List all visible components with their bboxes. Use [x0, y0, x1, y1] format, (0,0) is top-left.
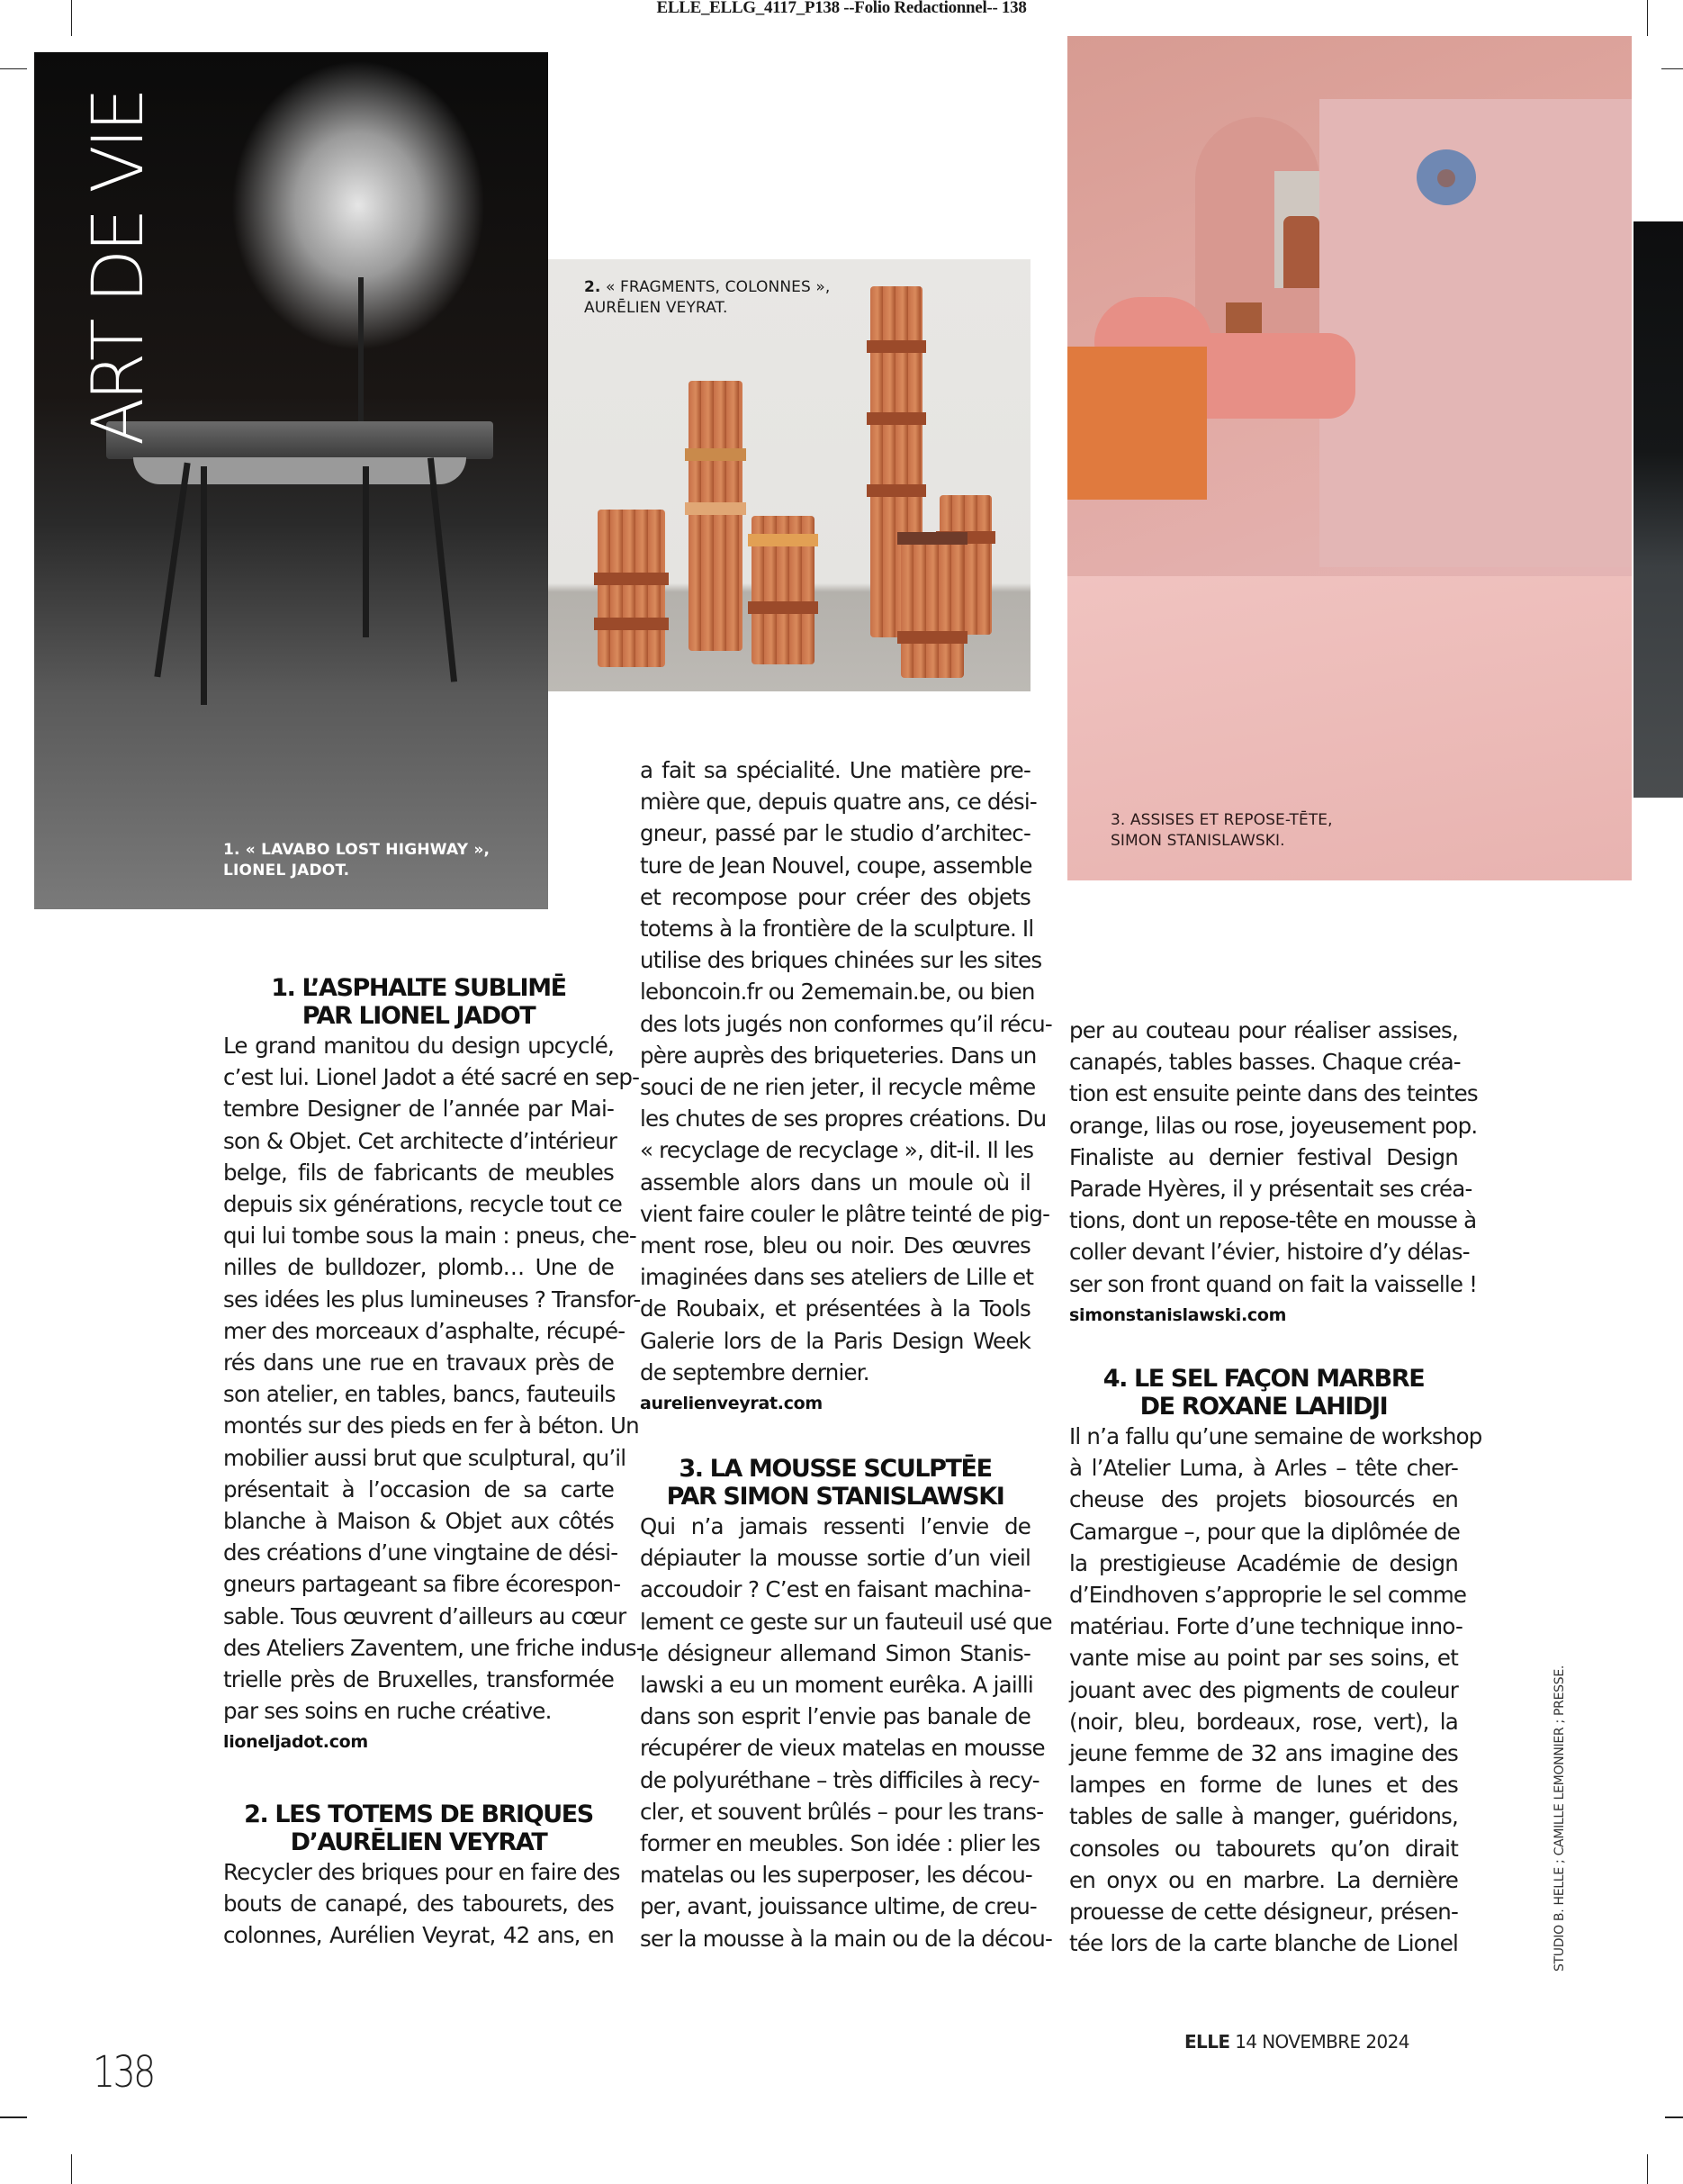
text-line: mobilier aussi brut que sculptural, qu’il [223, 1444, 626, 1471]
photo-detail [106, 421, 493, 459]
crop-mark [1647, 2154, 1648, 2184]
text-line: bouts de canapé, des tabourets, des [223, 1891, 614, 1918]
article-1-body [223, 1030, 644, 1727]
text-line: c’est lui. Lionel Jadot a été sacré en sep- [223, 1064, 640, 1091]
page-number: 138 [93, 2047, 154, 2098]
text-line: tembre Designer de l’année par Mai- [223, 1096, 614, 1123]
text-line: coller devant l’évier, histoire d’y délas- [1069, 1239, 1470, 1266]
photo-detail [154, 463, 190, 678]
article-4 [1069, 1365, 1482, 1959]
text-line: (noir, bleu, bordeaux, rose, vert), la [1069, 1708, 1458, 1735]
text-line: ture de Jean Nouvel, coupe, assemble [640, 852, 1032, 879]
text-line: des Ateliers Zaventem, une friche indus- [223, 1634, 644, 1661]
crop-mark [71, 0, 72, 36]
text-line: qui lui tombe sous la main : pneus, che- [223, 1223, 636, 1250]
crop-mark [71, 2154, 72, 2184]
text-line: belge, fils de fabricants de meubles [223, 1159, 614, 1186]
text-line: mer des morceaux d’asphalte, récupé- [223, 1317, 626, 1344]
text-line: de septembre dernier. [640, 1358, 869, 1385]
text-line: lement ce geste sur un fauteuil usé que [640, 1608, 1052, 1635]
photo-caption-1: 1. « LAVABO LOST HIGHWAY », LIONEL JADOT. [223, 841, 490, 880]
article-3-url[interactable]: simonstanislawski.com [1069, 1304, 1287, 1325]
article-2-continued [640, 754, 1052, 1419]
text-line: former en meubles. Son idée : plier les [640, 1830, 1040, 1857]
text-line: sable. Tous œuvrent d’ailleurs au cœur [223, 1602, 626, 1629]
article-2-url[interactable]: aurelienveyrat.com [640, 1394, 823, 1414]
photo-fragments-colonnes [548, 259, 1030, 691]
brick-column [901, 532, 964, 678]
text-line: Qui n’a jamais ressenti l’envie de [640, 1513, 1030, 1539]
text-line: cler, et souvent brûlés – pour les trans- [640, 1798, 1044, 1825]
folio-footer: ELLE 14 NOVEMBRE 2024 [1184, 2031, 1409, 2053]
text-line: mière que, depuis quatre ans, ce dési- [640, 789, 1037, 816]
text-line: dépiauter la mousse sortie d’un vieil [640, 1545, 1030, 1572]
text-line: matelas ou les superposer, les décou- [640, 1862, 1032, 1889]
photo-detail [1417, 149, 1476, 205]
text-line: Recycler des briques pour en faire des [223, 1859, 620, 1885]
text-line: Camargue –, pour que la diplômée de [1069, 1518, 1461, 1545]
article-3-start [640, 1455, 1053, 1954]
text-line: ser son front quand on fait la vaisselle ! [1069, 1270, 1478, 1297]
article-1-heading: 1. L’ASPHALTE SUBLIMĒ PAR LIONEL JADOT [271, 974, 566, 1030]
text-line: cheuse des projets biosourcés en [1069, 1486, 1458, 1513]
text-line: colonnes, Aurélien Veyrat, 42 ans, en [223, 1922, 614, 1949]
article-4-heading: 4. LE SEL FAÇON MARBRE DE ROXANE LAHIDJI [1102, 1365, 1425, 1421]
text-line: assemble alors dans un moule où il [640, 1169, 1030, 1196]
article-4-body [1069, 1421, 1482, 1959]
photo-next-page-edge [1634, 221, 1683, 798]
text-line: son & Objet. Cet architecte d’intérieur [223, 1127, 617, 1154]
text-line: la prestigieuse Académie de design [1069, 1549, 1458, 1576]
article-1-url[interactable]: lioneljadot.com [223, 1732, 368, 1753]
text-line: jouant avec des pigments de couleur [1069, 1676, 1458, 1703]
text-line: vante mise au point par ses soins, et [1069, 1645, 1458, 1672]
text-line: accoudoir ? C’est en faisant machina- [640, 1576, 1030, 1603]
text-line: de polyuréthane – très difficiles à recy- [640, 1766, 1040, 1793]
text-line: depuis six générations, recycle tout ce [223, 1191, 623, 1218]
text-line: à l’Atelier Luma, à Arles – tête cher- [1069, 1455, 1458, 1482]
article-1 [223, 974, 644, 1757]
crop-mark [0, 68, 27, 69]
text-line: matériau. Forte d’une technique inno- [1069, 1613, 1463, 1640]
photo-detail [363, 466, 369, 637]
text-line: des lots jugés non conformes qu’il récu- [640, 1010, 1052, 1037]
text-line: per, avant, jouissance ultime, de creu- [640, 1893, 1037, 1920]
text-line: d’Eindhoven s’approprie le sel comme [1069, 1582, 1467, 1609]
photo-detail [358, 277, 364, 430]
photo-caption-2: 2. « FRAGMENTS, COLONNES », AURĒLIEN VEYRAT. [584, 278, 831, 317]
text-line: lawski a eu un moment eurêka. A jailli [640, 1672, 1033, 1699]
text-line: ses idées les plus lumineuses ? Transfor- [223, 1286, 641, 1313]
text-line: gneurs partageant sa fibre écorespon- [223, 1571, 621, 1598]
text-line: des créations d’une vingtaine de dési- [223, 1539, 618, 1566]
photo-detail [201, 466, 207, 705]
text-line: Le grand manitou du design upcyclé, [223, 1033, 614, 1059]
text-line: Finaliste au dernier festival Design [1069, 1143, 1458, 1170]
photo-detail [1067, 347, 1207, 500]
text-line: rés dans une rue en travaux près de [223, 1349, 614, 1376]
text-line: ment rose, bleu ou noir. Des œuvres [640, 1232, 1030, 1259]
text-line: le désigneur allemand Simon Stanis- [640, 1639, 1030, 1666]
photo-detail [1226, 302, 1262, 333]
text-line: par ses soins en ruche créative. [223, 1698, 552, 1725]
text-line: imaginées dans ses ateliers de Lille et [640, 1264, 1034, 1291]
text-line: gneur, passé par le studio d’architec- [640, 820, 1030, 847]
article-2-body-b [640, 754, 1052, 1388]
text-line: blanche à Maison & Objet aux côtés [223, 1508, 614, 1535]
text-line: récupérer de vieux matelas en mousse [640, 1735, 1045, 1762]
text-line: montés sur des pieds en fer à béton. Un [223, 1412, 639, 1439]
print-slug: ELLE_ELLG_4117_P138 --Folio Redactionnel-- 138 [656, 0, 1027, 17]
photo-credit: STUDIO B. HELLE ; CAMILLE LEMONNIER ; PRESSE. [1552, 1665, 1567, 1972]
text-line: son atelier, en tables, bancs, fauteuils [223, 1381, 616, 1408]
text-line: nilles de bulldozer, plomb… Une de [223, 1254, 614, 1281]
text-line: jeune femme de 32 ans imagine des [1069, 1740, 1458, 1767]
text-line: totems à la frontière de la sculpture. Il [640, 916, 1034, 943]
text-line: en onyx ou en marbre. La dernière [1069, 1866, 1458, 1893]
text-line: prouesse de cette désigneur, présen- [1069, 1899, 1458, 1926]
text-line: et recompose pour créer des objets [640, 883, 1030, 910]
article-2-heading: 2. LES TOTEMS DE BRIQUES D’AURĒLIEN VEYRAT [244, 1800, 593, 1856]
crop-mark [1665, 2116, 1683, 2118]
text-line: utilise des briques chinées sur les sites [640, 947, 1042, 974]
text-line: « recyclage de recyclage », dit-il. Il les [640, 1137, 1034, 1164]
crop-mark [1647, 0, 1648, 36]
article-3-continued [1069, 1015, 1478, 1331]
text-line: leboncoin.fr ou 2ememain.be, ou bien [640, 979, 1035, 1006]
text-line: père auprès des briqueteries. Dans un [640, 1042, 1037, 1069]
text-line: présentait à l’occasion de sa carte [223, 1476, 614, 1503]
text-line: de Roubaix, et présentées à la Tools [640, 1295, 1030, 1322]
text-line: dans son esprit l’envie pas banale de [640, 1703, 1030, 1730]
text-line: tion est ensuite peinte dans des teintes [1069, 1080, 1478, 1107]
text-line: souci de ne rien jeter, il recycle même [640, 1074, 1036, 1101]
text-line: Galerie lors de la Paris Design Week [640, 1327, 1030, 1354]
text-line: tions, dont un repose-tête en mousse à [1069, 1207, 1477, 1234]
text-line: per au couteau pour réaliser assises, [1069, 1017, 1458, 1043]
brick-column [688, 381, 742, 651]
article-2-start [223, 1800, 620, 1952]
text-line: consoles ou tabourets qu’on dirait [1069, 1835, 1458, 1862]
text-line: canapés, tables basses. Chaque créa- [1069, 1049, 1461, 1076]
photo-caption-3: 3. ASSISES ET REPOSE-TĒTE, SIMON STANISLAWSKI. [1111, 811, 1333, 850]
text-line: les chutes de ses propres créations. Du [640, 1106, 1047, 1133]
text-line: Il n’a fallu qu’une semaine de workshop [1069, 1423, 1482, 1449]
text-line: a fait sa spécialité. Une matière pre- [640, 757, 1030, 783]
text-line: tables de salle à manger, guéridons, [1069, 1803, 1458, 1830]
photo-assises-repose-tete [1067, 36, 1632, 880]
text-line: trielle près de Bruxelles, transformée [223, 1666, 614, 1693]
brick-column [752, 516, 814, 664]
text-line: lampes en forme de lunes et des [1069, 1772, 1458, 1799]
crop-mark [1661, 68, 1683, 69]
text-line: ser la mousse à la main ou de la décou- [640, 1925, 1053, 1952]
article-3-heading: 3. LA MOUSSE SCULPTĒE PAR SIMON STANISLAWSKI [666, 1455, 1004, 1511]
article-3-body-b [1069, 1015, 1478, 1300]
photo-detail [1319, 99, 1632, 567]
brick-column [598, 510, 665, 667]
photo-detail [428, 457, 457, 681]
text-line: Parade Hyères, il y présentait ses créa- [1069, 1176, 1472, 1203]
photo-detail [1283, 216, 1319, 288]
text-line: orange, lilas ou rose, joyeusement pop. [1069, 1112, 1478, 1139]
text-line: vient faire couler le plâtre teinté de pig- [640, 1200, 1050, 1227]
crop-mark [0, 2116, 27, 2118]
text-line: tée lors de la carte blanche de Lionel [1069, 1930, 1458, 1957]
article-3-body-a [640, 1511, 1053, 1954]
article-2-body-a [223, 1856, 620, 1952]
rubric-title: ART DE VIE [78, 90, 159, 447]
photo-lavabo-lost-highway [34, 52, 548, 909]
